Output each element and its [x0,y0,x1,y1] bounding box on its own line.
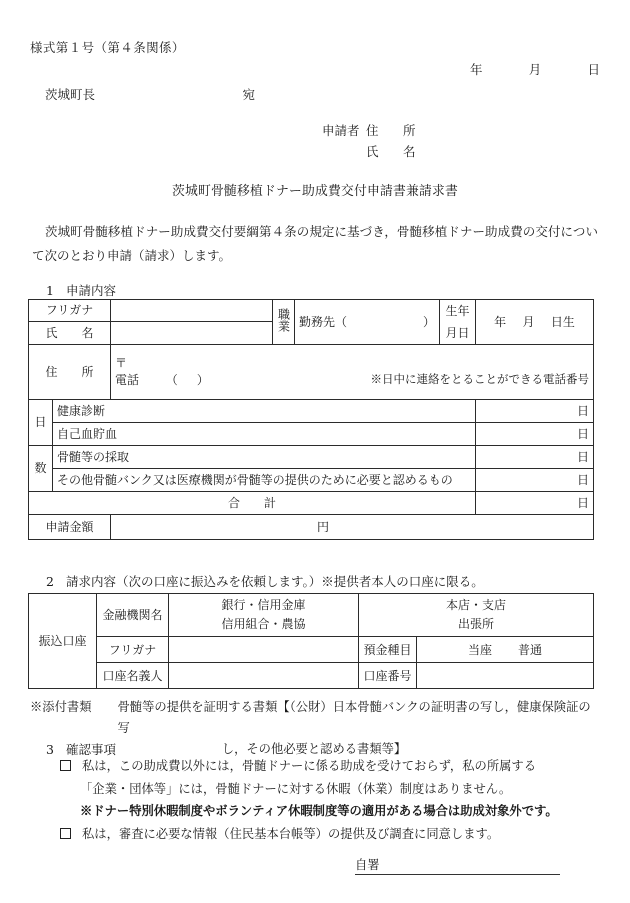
deposit-type-options[interactable] [417,637,594,663]
total-unit[interactable]: 日 [476,492,594,515]
deposit-type-ordinary[interactable]: 普通 [518,642,543,657]
workplace-cell[interactable] [295,300,440,345]
attachment-line1-row [30,697,598,739]
table-row [29,492,594,515]
applicant-label: 申請者 [322,123,360,138]
institution-line1: 銀行・信用金庫 [221,598,306,612]
telephone-label-text: 電話 [115,372,140,387]
amount-label: 申請金額 [29,515,111,540]
table-row [29,637,594,663]
bank-account-table [28,593,594,689]
signature-label: 自署 [355,858,380,872]
attachment-line1: 骨髄等の提供を証明する書類【（公財）日本骨髄バンクの証明書の写し，健康保険証の写 [117,700,591,735]
section2-heading [46,572,484,590]
table-row [29,663,594,689]
account-number-input[interactable] [417,663,594,689]
confirmation-item-2[interactable] [60,823,600,846]
address-cell[interactable] [111,345,594,400]
bank-furigana-input[interactable] [169,637,359,663]
days-row-unit-3[interactable]: 日 [476,469,594,492]
telephone-paren-open: （ [165,372,178,387]
amount-input[interactable] [111,515,594,540]
telephone-note: ※日中に連絡をとることができる電話番号 [370,372,589,387]
furigana-input[interactable] [111,300,273,322]
table-row [29,515,594,540]
days-row-unit-1[interactable]: 日 [476,423,594,446]
table-row [29,446,594,469]
section2-number: 2 [46,574,54,589]
section3-title: 確認事項 [65,742,116,757]
attachment-line2: し，その他必要と認める書類等】 [221,742,407,756]
checkbox-icon[interactable] [60,760,71,771]
checkbox-icon[interactable] [60,828,71,839]
table-row [29,400,594,423]
institution-line2: 信用組合・農協 [221,617,306,632]
postal-mark: 〒 [115,356,128,371]
telephone-paren-close: ） [196,372,209,387]
confirmation-item-1[interactable] [60,755,600,778]
confirmation-item-1-line2: 「企業・団体等」には，骨髄ドナーに対する休暇（休業）制度はありません。 [80,781,512,796]
bank-furigana-label: フリガナ [97,637,169,663]
confirmation-items [60,755,600,845]
addressee-line [45,85,255,103]
dob-value-cell[interactable] [476,300,594,345]
account-holder-input[interactable] [169,663,359,689]
name-input[interactable] [111,322,273,345]
deposit-type-current[interactable]: 当座 [467,642,492,657]
days-label-line2: 数 [29,446,53,492]
addressee-suffix: 宛 [242,87,255,102]
days-row-unit-2[interactable]: 日 [476,446,594,469]
days-row-label-0: 健康診断 [53,400,476,423]
account-number-label: 口座番号 [359,663,417,689]
confirmation-item-1-note: ※ドナー特別休暇制度やボランティア休暇制度等の適用がある場合は助成対象外です。 [80,803,558,818]
section1-heading [46,281,116,299]
total-label: 合 計 [29,492,476,515]
table-row [29,594,594,637]
table-row [29,469,594,492]
occupation-label-cell [273,300,295,345]
workplace-close-paren: ） [422,314,435,329]
branch-line1: 本店・支店 [446,598,507,612]
days-label-line1: 日 [29,400,53,446]
date-line [470,60,600,78]
name-label: 氏 名 [29,322,111,345]
dob-label-line2: 月日 [440,322,476,345]
transfer-account-label: 振込口座 [29,594,97,689]
addressee-name: 茨城町長 [45,87,96,102]
days-row-label-2: 骨髄等の採取 [53,446,476,469]
account-holder-label: 口座名義人 [97,663,169,689]
applicant-block [322,120,422,162]
attachment-label: ※添付書類 [30,700,92,714]
dob-label-line1: 生年 [440,300,476,322]
days-row-label-1: 自己血貯血 [53,423,476,446]
form-number: 様式第１号（第４条関係） [30,40,185,55]
date-month-label: 月 [528,62,542,77]
section1-title: 申請内容 [65,283,116,298]
workplace-label: 勤務先（ [299,314,348,329]
telephone-label [115,372,209,388]
confirmation-item-1-text: 私は，この助成費以外には，骨髄ドナーに係る助成を受けておらず，私の所属する [82,759,537,773]
amount-unit: 円 [316,519,329,534]
date-year-label: 年 [470,62,483,77]
branch-line2: 出張所 [458,617,495,632]
dob-year-label: 年 [494,314,507,329]
date-day-label: 日 [587,62,600,77]
table-row [29,423,594,446]
days-row-unit-0[interactable]: 日 [476,400,594,423]
applicant-name-row [322,141,422,162]
applicant-address-label: 住 所 [366,123,422,138]
table-row [29,345,594,400]
furigana-label: フリガナ [29,300,111,322]
section3-number: 3 [46,742,54,757]
dob-day-label: 日生 [550,314,575,329]
confirmation-item-2-text: 私は，審査に必要な情報（住民基本台帳等）の提供及び調査に同意します。 [82,826,500,841]
applicant-spacer [322,141,366,162]
address-label: 住 所 [29,345,111,400]
application-table [28,299,594,540]
signature-line[interactable] [355,855,560,875]
institution-label: 金融機関名 [97,594,169,637]
page-title: 茨城町骨髄移植ドナー助成費交付申請書兼請求書 [172,184,458,199]
branch-name-input[interactable] [359,594,594,637]
days-row-label-3: その他骨髄バンク又は医療機関が骨髄等の提供のために必要と認めるもの [53,469,476,492]
table-row [29,300,594,322]
institution-name-input[interactable] [169,594,359,637]
deposit-type-label: 預金種目 [359,637,417,663]
telephone-row [115,372,589,388]
dob-month-label: 月 [522,314,535,329]
section1-number: 1 [46,283,54,298]
occupation-label: 職業 [276,307,291,332]
applicant-name-label: 氏 名 [366,144,422,159]
applicant-address-row [322,120,422,141]
intro-paragraph: 茨城町骨髄移植ドナー助成費交付要綱第４条の規定に基づき，骨髄移植ドナー助成費の交付について次のとおり申請（請求）します。 [32,224,598,263]
section2-title: 請求内容（次の口座に振込みを依頼します。）※提供者本人の口座に限る。 [65,574,484,589]
